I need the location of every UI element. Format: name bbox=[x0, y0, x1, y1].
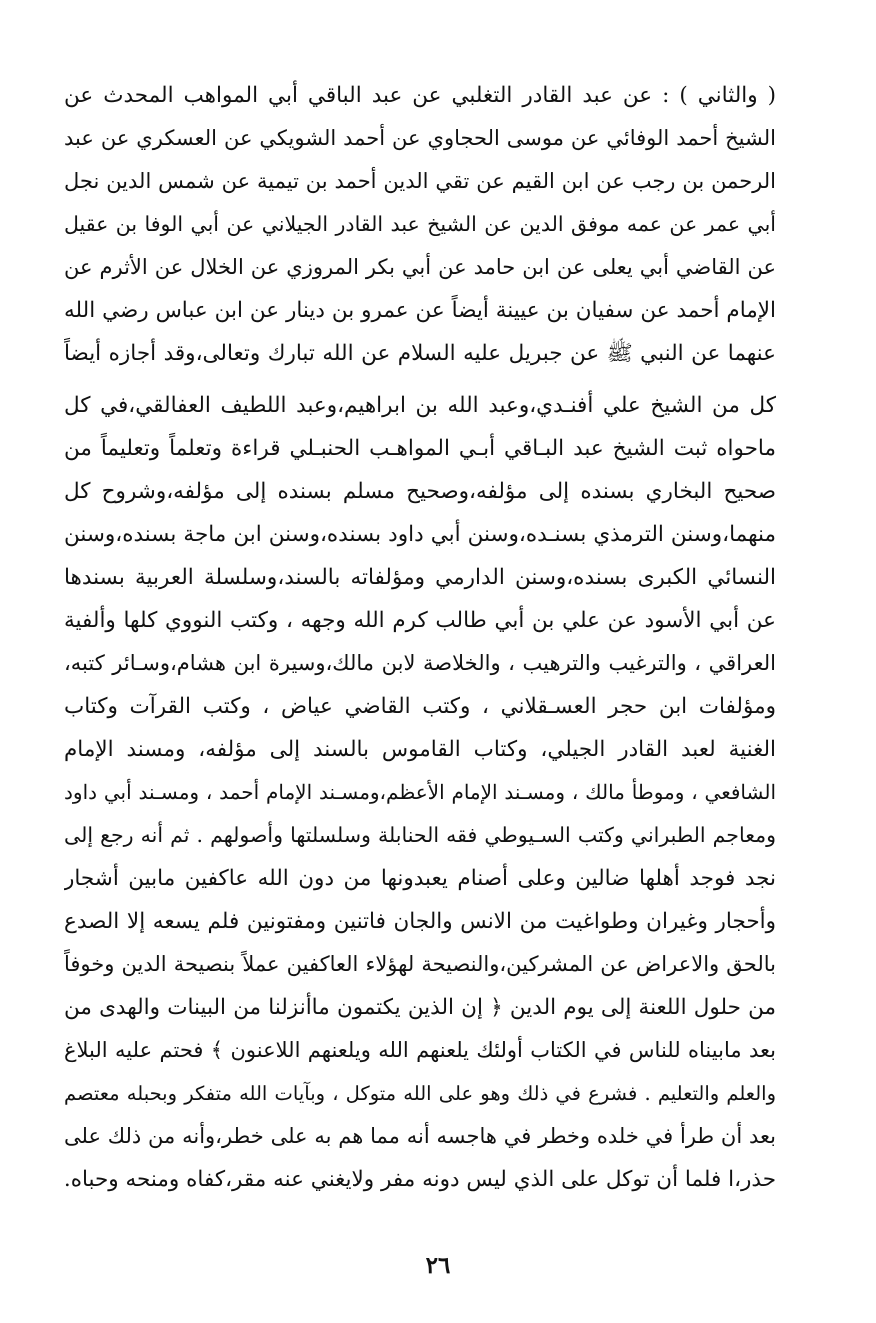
text-line: حذر،ا فلما أن توكل على الذي ليس دونه مفر ولايغني عنه مقر،كفاه ومنحه وحباه. bbox=[64, 1167, 776, 1192]
text-line: الشيخ أحمد الوفائي عن موسى الحجاوي عن أحمد الشويكي عن العسكري عن عبد bbox=[64, 126, 776, 150]
text-line: الرحمن بن رجب عن ابن القيم عن تقي الدين أحمد بن تيمية عن شمس الدين نجل bbox=[64, 169, 776, 193]
text-line: منهما،وسنن الترمذي بسنـده،وسنن أبي داود بسنده،وسنن ابن ماجة بسنده،وسنن bbox=[64, 522, 776, 547]
text-line: الإمام أحمد عن سفيان بن عيينة أيضاً عن عمرو بن دينار عن ابن عباس رضي الله bbox=[64, 298, 776, 323]
text-line: أبي عمر عن عمه موفق الدين عن الشيخ عبد القادر الجيلاني عن أبي الوفا بن عقيل bbox=[64, 212, 776, 236]
text-line: وأحجار وغيران وطواغيت من الانس والجان فاتنين ومفتونين فلم يسعه إلا الصدع bbox=[64, 909, 776, 934]
text-line: بعد أن طرأ في خلده وخطر في هاجسه أنه مما هم به على خطر،وأنه من ذلك على bbox=[64, 1124, 776, 1148]
text-line: العراقي ، والترغيب والترهيب ، والخلاصة لابن مالك،وسيرة ابن هشام،وسـائر كتبه، bbox=[64, 651, 776, 675]
text-line: الغنية لعبد القادر الجيلي، وكتاب القاموس بالسند إلى مؤلفه، ومسند الإمام bbox=[64, 737, 776, 762]
text-line: بعد مابيناه للناس في الكتاب أولئك يلعنهم الله ويلعنهم اللاعنون ﴾ فحتم عليه البلاغ bbox=[64, 1038, 776, 1062]
text-line: ومعاجم الطبراني وكتب السـيوطي فقه الحنابلة وسلسلتها وأصولهم . ثم أنه رجع إلى bbox=[64, 823, 776, 847]
text-line: عن القاضي أبي يعلى عن ابن حامد عن أبي بكر المروزي عن الخلال عن الأثرم عن bbox=[64, 255, 776, 279]
text-line: كل من الشيخ علي أفنـدي،وعبد الله بن ابراهيم،وعبد اللطيف العفالقي،في كل bbox=[64, 393, 776, 418]
text-line: النسائي الكبرى بسنده،وسنن الدارمي ومؤلفاته بالسند،وسلسلة العربية بسندها bbox=[64, 565, 776, 590]
text-line: بالحق والاعراض عن المشركين،والنصيحة لهؤلاء العاكفين عملاً بنصيحة الدين وخوفاً bbox=[64, 952, 776, 976]
text-line: والعلم والتعليم . فشرع في ذلك وهو على الله متوكل ، وبآيات الله متفكر وبحبله معتصم bbox=[64, 1082, 776, 1105]
text-line: الشافعي ، وموطأ مالك ، ومسـند الإمام الأعظم،ومسـند الإمام أحمد ، ومسـند أبي داود bbox=[64, 780, 776, 804]
page-number: ٢٦ bbox=[425, 1252, 451, 1279]
text-line: ( والثاني ) : عن عبد القادر التغلبي عن عبد الباقي أبي المواهب المحدث عن bbox=[64, 83, 776, 108]
text-line: من حلول اللعنة إلى يوم الدين ﴿ إن الذين يكتمون ماأنزلنا من البينات والهدى من bbox=[64, 995, 776, 1020]
text-line: عن أبي الأسود عن علي بن أبي طالب كرم الله وجهه ، وكتب النووي كلها وألفية bbox=[64, 608, 776, 633]
text-line: ماحواه ثبت الشيخ عبد البـاقي أبـي المواهـب الحنبـلي قراءة وتعلماً وتعليماً من bbox=[64, 436, 776, 461]
text-line: نجد فوجد أهلها ضالين وعلى أصنام يعبدونها من دون الله عاكفين مابين أشجار bbox=[64, 866, 776, 891]
body-text bbox=[64, 74, 776, 1201]
text-line: صحيح البخاري بسنده إلى مؤلفه،وصحيح مسلم بسنده إلى مؤلفه،وشروح كل bbox=[64, 479, 776, 504]
text-line: عنهما عن النبي ﷺ عن جبريل عليه السلام عن الله تبارك وتعالى،وقد أجازه أيضاً bbox=[64, 341, 776, 366]
text-line: ومؤلفات ابن حجر العسـقلاني ، وكتب القاضي عياض ، وكتب القرآت وكتاب bbox=[64, 694, 776, 719]
